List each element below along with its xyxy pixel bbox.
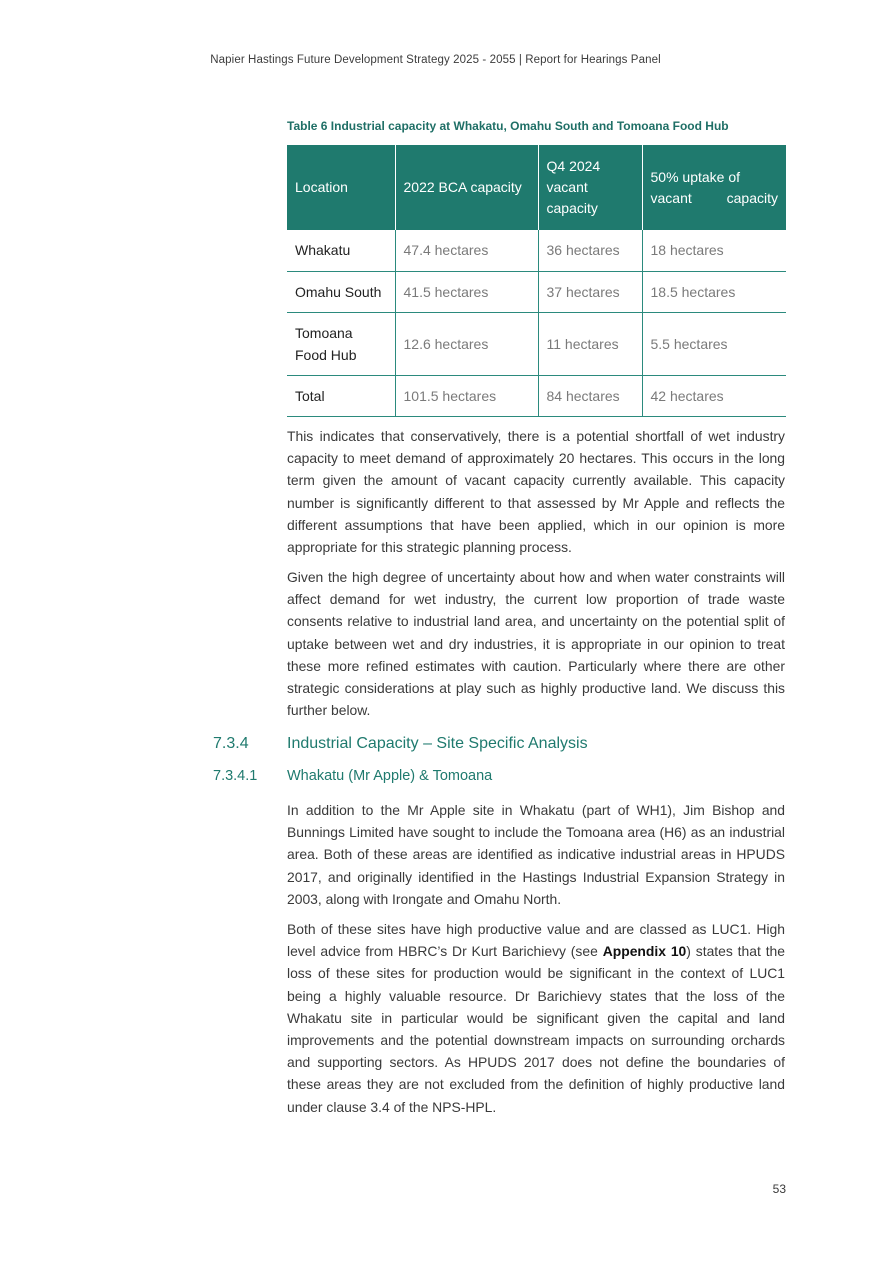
cell-bca: 101.5 hectares [395,375,538,416]
text-before-link: Both of these sites have high productive value and are classed as LUC1. High level advice from HBRC’s Dr Kurt Barichievy (see [287,921,785,960]
text-after-link: ) states that the loss of these sites for production would be significant in the context of LUC1 being a highly valuable resource. Dr Barichievy states that the loss of the Whakatu site in particular would be significant given the capital and land improvements and the potential downstream impacts on surrounding orchards and supporting sectors. As HPUDS 2017 does not define the boundaries of these areas they are not excluded from the definition of highly productive land under clause 3.4 of the NPS-HPL. [287,943,786,1115]
section-number: 7.3.4.1 [213,768,258,784]
header-uptake: 50% uptake of vacant capacity [642,145,786,230]
cell-bca: 47.4 hectares [395,230,538,271]
header-location: Location [287,145,395,230]
cell-location: Omahu South [287,271,395,312]
section-heading-7-3-4 [213,735,588,753]
table-header-row [287,145,786,230]
header-bca-capacity: 2022 BCA capacity [395,145,538,230]
appendix-10-link[interactable]: Appendix 10 [602,943,687,960]
cell-location: Tomoana Food Hub [287,312,395,375]
section-heading-7-3-4-1 [213,768,492,784]
section-number: 7.3.4 [213,735,249,752]
cell-uptake: 18 hectares [642,230,786,271]
cell-uptake: 18.5 hectares [642,271,786,312]
cell-location: Whakatu [287,230,395,271]
section-title: Industrial Capacity – Site Specific Analysis [287,735,588,752]
paragraph-mr-apple-site: In addition to the Mr Apple site in Whakatu (part of WH1), Jim Bishop and Bunnings Limited have sought to include the Tomoana area (H6) as an industrial area. Both of these areas are identified as indicative industrial areas in HPUDS 2017, and originally identified in the Hastings Industrial Expansion Strategy in 2003, along with Irongate and Omahu North. [287,802,785,907]
cell-location: Total [287,375,395,416]
running-header: Napier Hastings Future Development Strategy 2025 - 2055 | Report for Hearings Panel [210,54,661,66]
industrial-capacity-table [287,145,786,417]
cell-bca: 41.5 hectares [395,271,538,312]
paragraph-shortfall: This indicates that conservatively, there is a potential shortfall of wet industry capacity to meet demand of approximately 20 hectares. This occurs in the long term given the amount of vacant capacity currently available. This capacity number is significantly different to that assessed by Mr Apple and reflects the different assumptions that have been applied, which in our opinion is more appropriate for this strategic planning process. [287,428,785,556]
table-row [287,312,786,375]
cell-vacant: 36 hectares [538,230,642,271]
page-number: 53 [772,1182,786,1196]
cell-vacant: 84 hectares [538,375,642,416]
table-row [287,271,786,312]
table-caption: Table 6 Industrial capacity at Whakatu, Omahu South and Tomoana Food Hub [287,119,729,133]
cell-vacant: 11 hectares [538,312,642,375]
paragraph-productive-value [287,918,785,1118]
table-row-total [287,375,786,416]
cell-bca: 12.6 hectares [395,312,538,375]
table-row [287,230,786,271]
cell-vacant: 37 hectares [538,271,642,312]
paragraph-uncertainty: Given the high degree of uncertainty about how and when water constraints will affect demand for wet industry, the current low proportion of trade waste consents relative to industrial land area, and uncertainty on the potential split of uptake between wet and dry industries, it is appropriate in our opinion to treat these more refined estimates with caution. Particularly where there are other strategic considerations at play such as highly productive land. We discuss this further below. [287,569,785,719]
cell-uptake: 5.5 hectares [642,312,786,375]
cell-uptake: 42 hectares [642,375,786,416]
section-title: Whakatu (Mr Apple) & Tomoana [287,768,493,784]
header-vacant-capacity: Q4 2024 vacant capacity [538,145,642,230]
